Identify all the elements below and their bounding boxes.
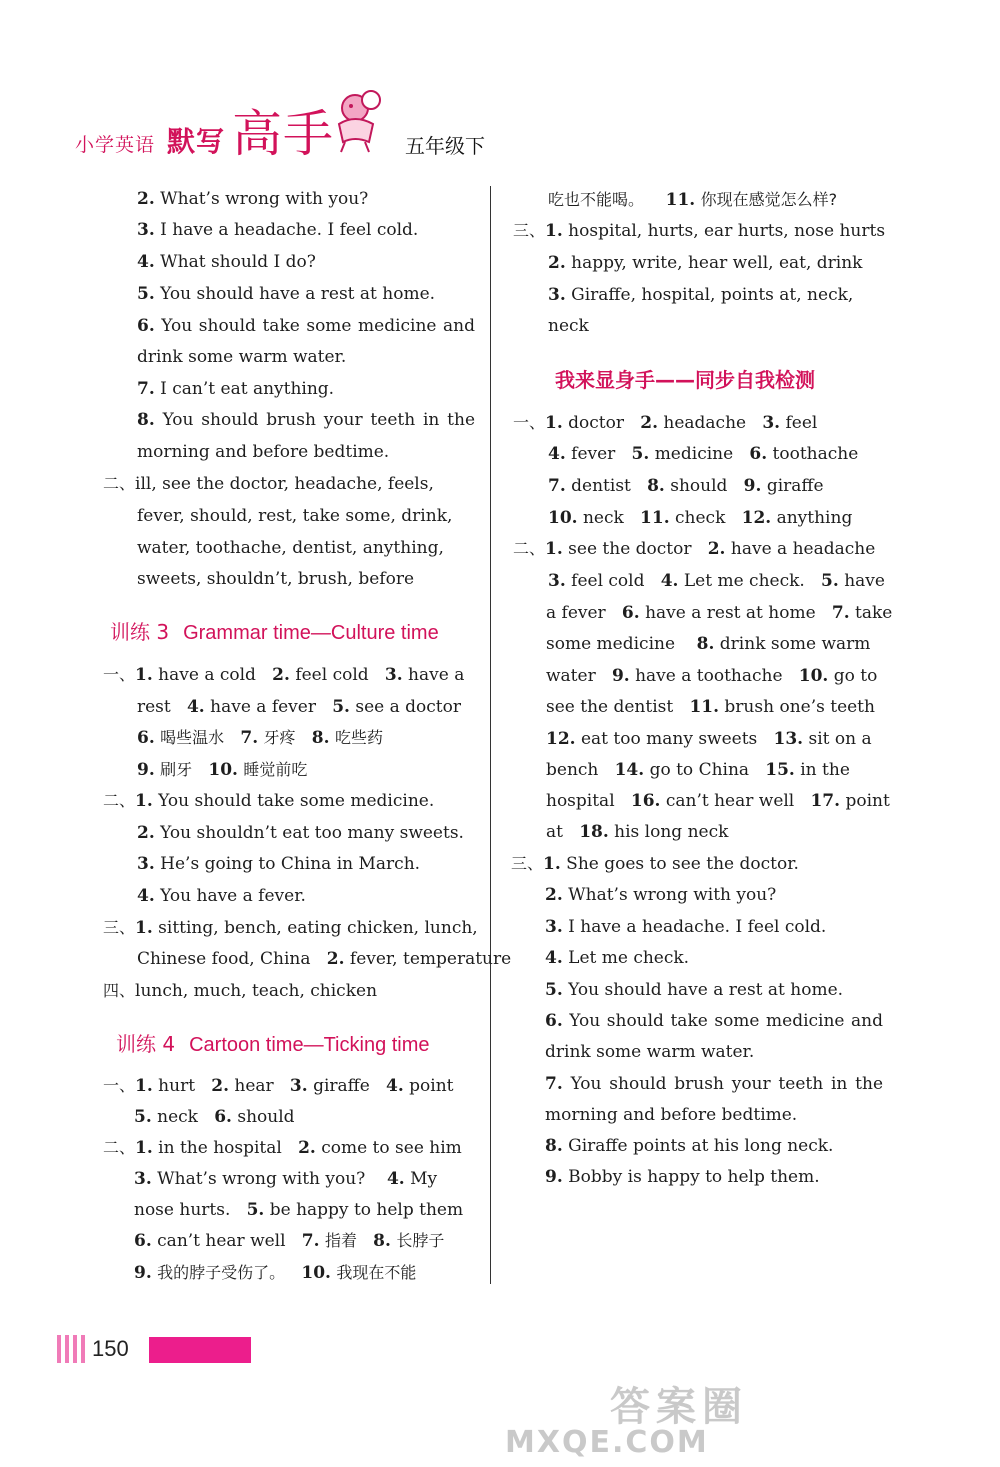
item-number: 3. [134,1169,152,1189]
answer-text: toothache [772,444,859,464]
answer-line [137,219,418,241]
answer-line [103,473,434,495]
answer-line [513,538,875,560]
item-number: 3. [548,571,566,591]
item-number: 6. [621,603,640,623]
answer-text: You should brush your teeth in the [162,410,476,430]
answer-text: fever [571,444,616,464]
item-number: 2. [211,1076,229,1096]
answer-text: sit on a [808,729,872,749]
answer-line [137,885,306,907]
item-number: 8. [373,1231,391,1251]
item-number: 7. [137,379,155,399]
item-number: 1. [545,221,563,241]
answer-text: Let me check. [568,948,690,968]
item-number: 2. [137,189,155,209]
answer-line [137,696,461,718]
answer-line [545,1041,754,1063]
brand-big-text: 高手 [232,105,334,163]
section-marker: 二、 [103,1138,136,1157]
answer-text: You shouldn’t eat too many sweets. [160,823,464,843]
answer-line [103,1075,454,1097]
answer-text: neck [582,508,624,528]
answer-text: have a rest at home [645,603,816,623]
answer-text: go to [833,666,878,686]
item-number: 8. [696,634,715,654]
answer-line [546,665,877,687]
answer-text: morning and before bedtime. [545,1105,798,1125]
item-number: 4. [186,697,205,717]
item-number: 12. [741,508,772,528]
answer-line [137,948,511,970]
answer-text: feel [785,413,818,433]
item-number: 2. [548,253,566,273]
answer-line [137,441,389,463]
answer-text: at [546,822,563,842]
answer-text: morning and before bedtime. [137,442,390,462]
item-number: 3. [762,413,781,433]
answer-line [511,853,799,875]
answer-text: I have a headache. I feel cold. [568,917,827,937]
answer-text: should [237,1107,295,1127]
section-tag: 训练 4 [116,1032,176,1056]
answer-text: point [845,791,890,811]
answer-line [103,790,434,812]
item-number: 1. [543,854,561,874]
answer-line [545,1135,833,1157]
footer-stripe [57,1335,61,1363]
item-number: 8. [545,1136,563,1156]
item-number: 1. [135,1076,153,1096]
answer-text: happy, write, hear well, eat, drink [571,253,863,273]
item-number: 11. [665,190,696,210]
answer-line [545,979,843,1001]
item-number: 4. [137,886,155,906]
answer-line [548,507,852,529]
answer-line [548,284,853,306]
footer-stripe [81,1335,85,1363]
answer-line [548,570,885,592]
section-marker: 三、 [511,854,544,873]
answer-text: You should take some medicine. [158,791,435,811]
answer-text: doctor [568,413,625,433]
answer-line [546,790,890,812]
item-number: 17. [810,791,841,811]
watermark-cn: 答案圈 [610,1384,748,1430]
answer-text: 吃也不能喝。 [548,190,645,209]
item-number: 8. [137,410,155,430]
answer-text: eat too many sweets [580,729,758,749]
answer-text: hospital, hurts, ear hurts, nose hurts [568,221,886,241]
footer-bar [149,1337,251,1363]
page-footer [57,1335,197,1363]
answer-line [546,759,850,781]
item-number: 10. [798,666,829,686]
answer-text: hurt [158,1076,196,1096]
section-marker: 三、 [513,221,546,240]
answer-text: should [670,476,728,496]
answer-line [548,443,858,465]
item-number: 5. [137,284,155,304]
item-number: 3. [545,917,563,937]
answer-line [103,1137,462,1159]
self-test-section-title [555,364,815,393]
answer-text: water, toothache, dentist, anything, [137,538,444,558]
answer-text: headache [663,413,747,433]
section-marker: 二、 [103,791,136,810]
answer-line [137,188,368,210]
answer-text: check [675,508,726,528]
answer-line [134,1199,463,1221]
answer-line [548,475,824,497]
answer-text: giraffe [313,1076,370,1096]
answer-text: hospital [546,791,615,811]
item-number: 9. [743,476,762,496]
answer-text: have a headache [730,539,876,559]
answer-text: dentist [571,476,631,496]
answer-line [134,1106,295,1128]
answer-line [513,412,817,434]
item-number: 2. [707,539,726,559]
item-number: 7. [548,476,566,496]
item-number: 1. [545,539,563,559]
answer-line [546,696,875,718]
answer-text: You should have a rest at home. [160,284,436,304]
item-number: 11. [689,697,720,717]
item-number: 12. [546,729,576,749]
item-number: 8. [647,476,665,496]
answer-line [137,505,452,527]
answer-text: have a cold [158,665,256,685]
answer-line [103,980,377,1002]
section-marker: 一、 [103,1076,136,1095]
answer-text: What should I do? [160,252,316,272]
answer-text: 指着 [324,1231,357,1250]
item-number: 10. [548,508,578,528]
answer-line [137,537,444,559]
item-number: 18. [579,822,609,842]
section-marker: 四、 [103,981,136,1000]
item-number: 7. [831,603,850,623]
item-number: 2. [137,823,155,843]
answer-text: nose hurts. [134,1200,231,1220]
answer-text: What’s wrong with you? [160,189,369,209]
item-number: 7. [240,728,259,748]
section-marker: 二、 [513,539,546,558]
item-number: 1. [135,918,153,938]
section-title-4 [116,1028,430,1057]
answer-text: What’s wrong with you? [568,885,777,905]
page-number: 150 [92,1336,129,1361]
item-number: 5. [631,444,650,464]
item-number: 3. [289,1076,308,1096]
answer-line [545,1010,883,1032]
answer-line [545,884,776,906]
answer-text: sweets, shouldn’t, brush, before [137,569,415,589]
item-number: 4. [548,444,566,464]
answer-text: 喝些温水 [160,728,225,747]
watermark-en: MXQE.COM [505,1425,709,1460]
item-number: 16. [630,791,661,811]
watermark [505,1375,985,1465]
item-number: 6. [749,444,768,464]
item-number: 5. [246,1200,265,1220]
answer-line [137,853,420,875]
item-number: 10. [208,760,238,780]
item-number: 3. [137,854,155,874]
brand-small-text: 小学英语 [75,134,156,156]
answer-text: 刷牙 [160,760,193,779]
answer-line [546,633,870,655]
answer-line [134,1262,416,1284]
answer-text: You should brush your teeth in the [570,1074,884,1094]
section-marker: 二、 [103,474,136,493]
item-number: 8. [311,728,330,748]
answer-text: have a fever [210,697,316,717]
answer-line [545,1073,883,1095]
answer-text: fever, should, rest, take some, drink, [137,506,453,526]
answer-text: feel cold [295,665,369,685]
item-number: 14. [614,760,645,780]
answer-text: Let me check. [683,571,805,591]
answer-line [546,602,892,624]
answer-text: point [409,1076,454,1096]
answer-line [545,1166,820,1188]
reading-character-icon [325,84,389,154]
answer-text: his long neck [614,822,729,842]
answer-text: take [855,603,893,623]
answer-text: drink some warm water. [545,1042,755,1062]
answer-line [548,189,837,211]
answer-text: go to China [649,760,750,780]
answer-text: Giraffe, hospital, points at, neck, [571,285,854,305]
answer-line [137,568,414,590]
answer-line [137,409,475,431]
answer-line [545,1104,797,1126]
answer-text: have a toothache [635,666,783,686]
item-number: 6. [137,728,155,748]
answer-text: He’s going to China in March. [160,854,421,874]
footer-stripe [65,1335,69,1363]
answer-text: medicine [654,444,734,464]
item-number: 9. [137,760,155,780]
section-tag: 训练 3 [110,620,170,644]
item-number: 2. [298,1138,316,1158]
item-number: 7. [545,1074,563,1094]
item-number: 2. [326,949,345,969]
answer-text: Bobby is happy to help them. [568,1167,820,1187]
answer-text: rest [137,697,171,717]
item-number: 4. [386,1169,405,1189]
footer-stripe [73,1335,77,1363]
answer-text: What’s wrong with you? [157,1169,366,1189]
answer-text: see the doctor [568,539,692,559]
item-number: 1. [545,413,563,433]
answer-line [103,664,464,686]
answer-line [137,378,334,400]
item-number: 15. [765,760,795,780]
answer-text: in the hospital [158,1138,282,1158]
grade-label: 五年级下 [405,134,485,158]
answer-line [134,1230,444,1252]
answer-line [545,947,689,969]
answer-line [137,346,346,368]
answer-line [137,251,316,273]
answer-text: You should take some medicine and [569,1011,883,1031]
answer-text: sitting, bench, eating chicken, lunch, [158,918,478,938]
item-number: 2. [272,665,290,685]
item-number: 4. [545,948,563,968]
answer-text: water [546,666,596,686]
item-number: 4. [386,1076,404,1096]
answer-text: hear [234,1076,274,1096]
answer-text: some medicine [546,634,676,654]
answer-text: be happy to help them [269,1200,464,1220]
item-number: 5. [332,697,350,717]
section-marker: 三、 [103,918,136,937]
answer-text: ill, see the doctor, headache, feels, [135,474,434,494]
item-number: 4. [660,571,679,591]
answer-text: 牙疼 [263,728,296,747]
answer-line [545,916,826,938]
answer-text: You should take some medicine and [161,316,475,336]
answer-line [513,220,885,242]
item-number: 1. [135,1138,153,1158]
answer-text: can’t hear well [157,1231,286,1251]
item-number: 1. [135,665,153,685]
answer-text: come to see him [321,1138,462,1158]
answer-text: 你现在感觉怎么样? [700,190,838,209]
item-number: 3. [548,285,566,305]
item-number: 5. [821,571,839,591]
item-number: 10. [301,1263,331,1283]
answer-text: a fever [546,603,606,623]
item-number: 3. [384,665,403,685]
answer-text: drink some warm [719,634,871,654]
section-name: 我来显身手——同步自我检测 [555,368,815,392]
answer-text: neck [157,1107,198,1127]
item-number: 1. [135,791,153,811]
answer-line [548,315,589,337]
item-number: 2. [545,885,563,905]
answer-text: Giraffe points at his long neck. [568,1136,834,1156]
item-number: 6. [137,316,155,336]
answer-text: brush one’s teeth [724,697,875,717]
answer-text: 睡觉前吃 [243,760,308,779]
item-number: 13. [773,729,804,749]
answer-text: 长脖子 [396,1231,445,1250]
item-number: 5. [134,1107,152,1127]
item-number: 5. [545,980,563,1000]
answer-line [134,1168,437,1190]
answer-text: anything [776,508,853,528]
answer-text: feel cold [571,571,645,591]
item-number: 11. [640,508,670,528]
answer-line [548,252,862,274]
answer-line [103,917,478,939]
answer-text: fever, temperature [349,949,512,969]
answer-line [546,728,872,750]
item-number: 9. [611,666,630,686]
answer-text: drink some warm water. [137,347,347,367]
answer-text: giraffe [766,476,824,496]
answer-text: I can’t eat anything. [160,379,335,399]
answer-text: see the dentist [546,697,674,717]
item-number: 6. [545,1011,563,1031]
answer-text: bench [546,760,599,780]
item-number: 2. [640,413,658,433]
answer-line [137,822,464,844]
item-number: 6. [214,1107,232,1127]
answer-text: neck [548,316,589,336]
answer-text: in the [800,760,850,780]
column-divider [490,186,491,1284]
answer-text: 我的脖子受伤了。 [157,1263,286,1282]
answer-text: 我现在不能 [336,1263,417,1282]
item-number: 4. [137,252,155,272]
answer-line [546,821,728,843]
answer-text: can’t hear well [665,791,795,811]
answer-text: lunch, much, teach, chicken [135,981,378,1001]
item-number: 3. [137,220,155,240]
section-name: Grammar time—Culture time [183,622,439,644]
section-name: Cartoon time—Ticking time [189,1034,430,1056]
brand-mid-text: 默写 [167,125,226,158]
answer-line [137,315,475,337]
answer-text: My [410,1169,438,1189]
answer-text: have a [408,665,465,685]
item-number: 9. [134,1263,152,1283]
answer-text: You should have a rest at home. [568,980,844,1000]
answer-text: Chinese food, China [137,949,311,969]
section-marker: 一、 [103,665,136,684]
answer-text: see a doctor [355,697,461,717]
answer-line [137,283,435,305]
answer-line [137,759,307,781]
item-number: 6. [134,1231,152,1251]
answer-text: You have a fever. [160,886,306,906]
book-header [75,78,515,168]
answer-text: She goes to see the doctor. [566,854,799,874]
item-number: 9. [545,1167,563,1187]
item-number: 7. [301,1231,320,1251]
answer-line [137,727,383,749]
answer-text: 吃些药 [334,728,383,747]
answer-text: I have a headache. I feel cold. [160,220,419,240]
section-title-3 [110,616,439,645]
answer-text: have [844,571,885,591]
section-marker: 一、 [513,413,546,432]
